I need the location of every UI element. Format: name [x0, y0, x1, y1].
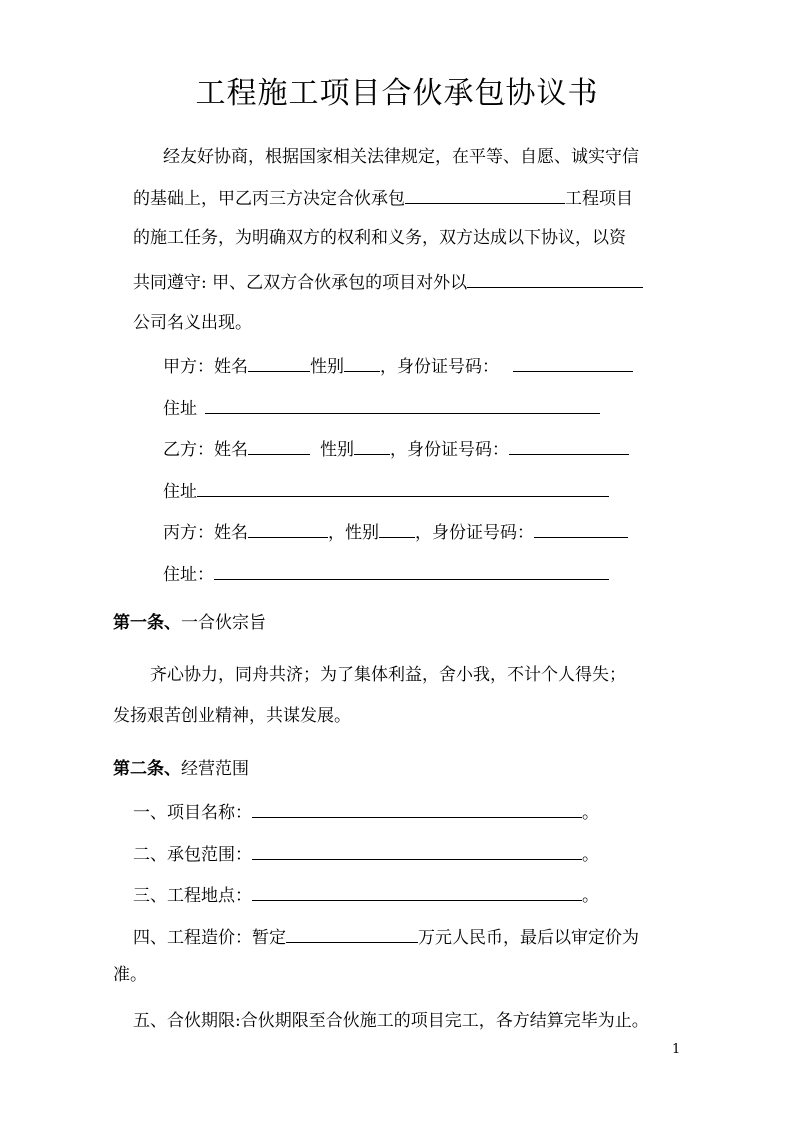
- item-2-period: 。: [582, 845, 599, 865]
- party-c-name-blank[interactable]: [248, 520, 328, 538]
- party-b-name-label: 乙方：姓名: [163, 440, 248, 460]
- item-1-label: 一、项目名称：: [133, 803, 252, 823]
- document-title: 工程施工项目合伙承包协议书: [195, 76, 599, 111]
- item-1-blank[interactable]: [252, 800, 582, 818]
- article-1-number: 第一条、: [113, 613, 181, 633]
- party-b-id-label: ，身份证号码：: [390, 440, 509, 460]
- party-c-line: [163, 520, 628, 544]
- party-c-address-blank[interactable]: [214, 562, 609, 580]
- party-b-address-blank[interactable]: [197, 479, 609, 497]
- article-1-paragraph-2: 发扬艰苦创业精神，共谋发展。: [113, 706, 351, 726]
- item-1-period: 。: [582, 803, 599, 823]
- scope-item-location: [133, 883, 599, 907]
- party-a-line: [163, 354, 633, 378]
- page-number: 1: [672, 1042, 681, 1057]
- party-b-name-blank[interactable]: [248, 437, 310, 455]
- party-b-gender-blank[interactable]: [354, 437, 390, 455]
- party-a-name-blank[interactable]: [248, 354, 310, 372]
- party-a-name-label: 甲方：姓名: [163, 357, 248, 377]
- party-c-id-label: ，身份证号码：: [415, 523, 534, 543]
- item-4-label: 四、工程造价：暂定: [133, 928, 286, 948]
- scope-item-project-name: [133, 800, 599, 824]
- scope-item-cost: [133, 925, 639, 949]
- intro-line-5: 公司名义出现。: [133, 313, 252, 333]
- party-c-address-label: 住址：: [163, 565, 214, 585]
- party-b-address-label: 住址: [163, 482, 197, 502]
- intro-line-1: 经友好协商，根据国家相关法律规定，在平等、自愿、诚实守信: [163, 147, 639, 167]
- party-b-address-line: [163, 479, 609, 503]
- party-a-gender-label: 性别: [310, 357, 344, 377]
- party-a-id-label: ，身份证号码：: [380, 357, 499, 377]
- item-3-label: 三、工程地点：: [133, 886, 252, 906]
- company-name-blank[interactable]: [467, 270, 643, 288]
- intro-line-2-suffix: 工程项目: [565, 189, 633, 209]
- item-2-label: 二、承包范围：: [133, 845, 252, 865]
- party-a-address-line: [163, 396, 600, 420]
- party-c-gender-label: ，性别: [328, 523, 379, 543]
- intro-line-4-text: 共同遵守: 甲、乙双方合伙承包的项目对外以: [133, 273, 468, 293]
- item-4-suffix: 万元人民币，最后以审定价为: [418, 928, 639, 948]
- party-c-id-blank[interactable]: [534, 520, 628, 538]
- intro-line-2-text: 的基础上，甲乙丙三方决定合伙承包: [133, 189, 405, 209]
- article-2-heading: [113, 758, 249, 780]
- party-b-id-blank[interactable]: [509, 437, 629, 455]
- item-3-period: 。: [582, 886, 599, 906]
- intro-line-4: [133, 270, 643, 294]
- party-c-name-label: 丙方：姓名: [163, 523, 248, 543]
- intro-line-2: [133, 186, 633, 210]
- party-a-id-blank[interactable]: [513, 354, 633, 372]
- party-c-gender-blank[interactable]: [379, 520, 415, 538]
- article-1-paragraph-1: 齐心协力，同舟共济；为了集体利益，舍小我，不计个人得失；: [150, 665, 626, 685]
- party-b-gender-label: 性别: [320, 440, 354, 460]
- item-2-blank[interactable]: [252, 842, 582, 860]
- article-1-heading: [113, 612, 266, 634]
- party-c-address-line: [163, 562, 609, 586]
- party-a-address-label: 住址: [163, 399, 197, 419]
- party-a-gender-blank[interactable]: [344, 354, 380, 372]
- article-2-title: 经营范围: [181, 759, 249, 779]
- party-b-line: [163, 437, 629, 461]
- article-2-number: 第二条、: [113, 759, 181, 779]
- article-1-title: 一合伙宗旨: [181, 613, 266, 633]
- party-a-address-blank[interactable]: [205, 396, 600, 414]
- scope-item-cost-continued: 准。: [113, 965, 147, 985]
- scope-item-period: 五、合伙期限:合伙期限至合伙施工的项目完工，各方结算完毕为止。: [133, 1011, 649, 1031]
- item-3-blank[interactable]: [252, 883, 582, 901]
- item-4-blank[interactable]: [286, 925, 418, 943]
- project-name-blank[interactable]: [405, 186, 565, 204]
- scope-item-contract-scope: [133, 842, 599, 866]
- intro-line-3: 的施工任务，为明确双方的权利和义务，双方达成以下协议，以资: [133, 228, 626, 248]
